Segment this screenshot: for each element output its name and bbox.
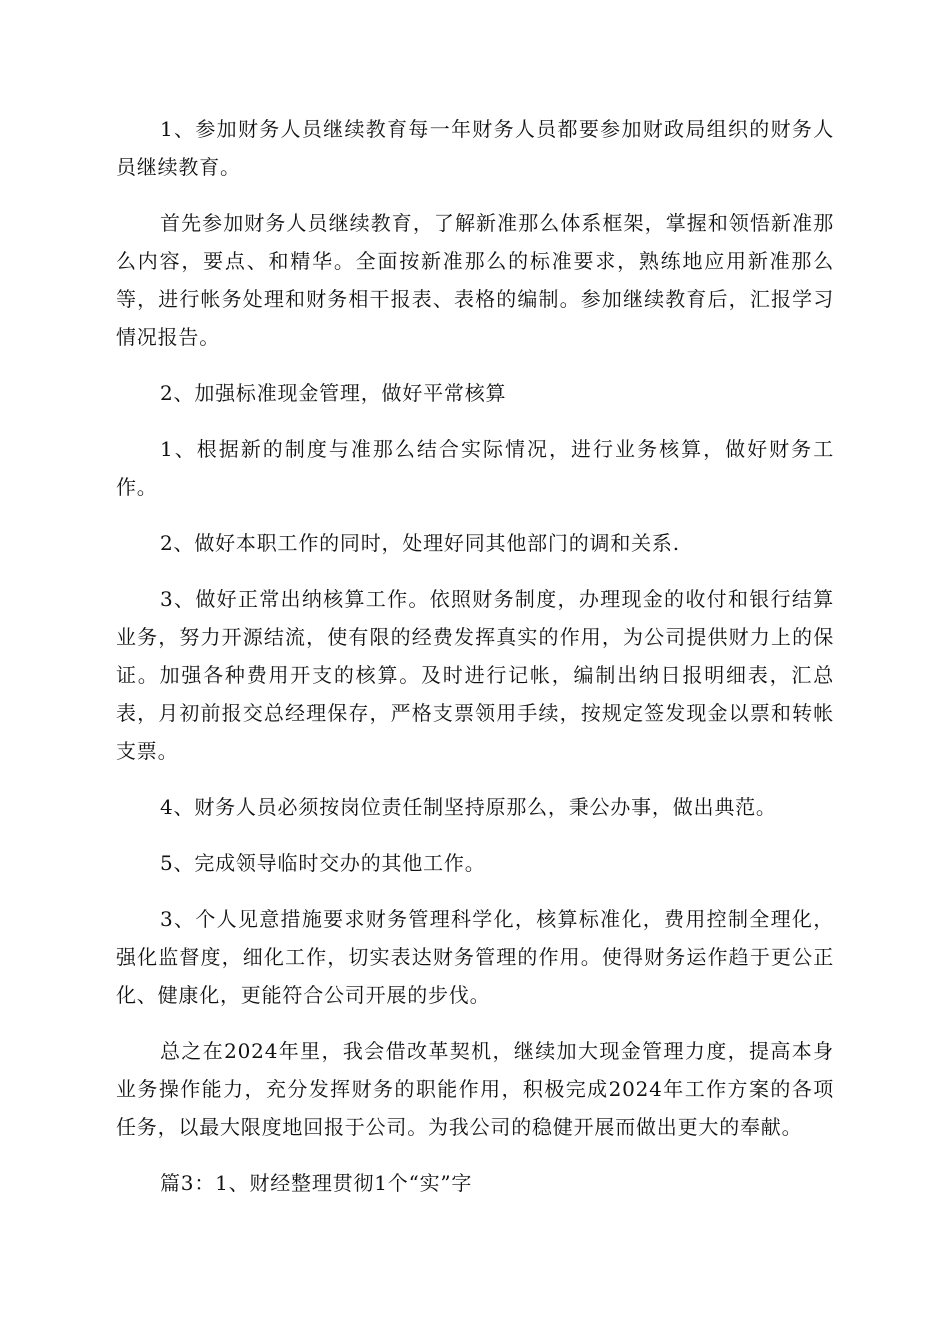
paragraph-1: 1、参加财务人员继续教育每一年财务人员都要参加财政局组织的财务人员继续教育。 xyxy=(116,117,834,179)
paragraph-6: 3、做好正常出纳核算工作。依照财务制度，办理现金的收付和银行结算业务，努力开源结流，使有限的经费发挥真实的作用，为公司提供财力上的保证。加强各种费用开支的核算。及时进行记帐，编制出纳日报明细表，汇总表，月初前报交总经理保存，严格支票领用手续，按规定签发现金以票和转帐支票。 xyxy=(116,587,834,763)
paragraph-4: 1、根据新的制度与准那么结合实际情况，进行业务核算，做好财务工作。 xyxy=(116,437,834,499)
paragraph-5: 2、做好本职工作的同时，处理好同其他部门的调和关系. xyxy=(160,531,680,555)
paragraph-10: 总之在2024年里，我会借改革契机，继续加大现金管理力度，提高本身业务操作能力，充分发挥财务的职能作用，积极完成2024年工作方案的各项任务，以最大限度地回报于公司。为我公司的稳健开展而做出更大的奉献。 xyxy=(116,1039,834,1139)
paragraph-3: 2、加强标准现金管理，做好平常核算 xyxy=(160,381,507,405)
document-body xyxy=(116,110,834,1202)
paragraph-7: 4、财务人员必须按岗位责任制坚持原那么，秉公办事，做出典范。 xyxy=(160,795,777,819)
paragraph-2: 首先参加财务人员继续教育，了解新准那么体系框架，掌握和领悟新准那么内容，要点、和精华。全面按新准那么的标准要求，熟练地应用新准那么等，进行帐务处理和财务相干报表、表格的编制。参加继续教育后，汇报学习情况报告。 xyxy=(116,211,834,349)
paragraph-9: 3、个人见意措施要求财务管理科学化，核算标准化，费用控制全理化，强化监督度，细化工作，切实表达财务管理的作用。使得财务运作趋于更公正化、健康化，更能符合公司开展的步伐。 xyxy=(116,907,834,1007)
paragraph-8: 5、完成领导临时交办的其他工作。 xyxy=(160,851,486,875)
paragraph-11: 篇3：1、财经整理贯彻1个“实”字 xyxy=(160,1171,473,1195)
